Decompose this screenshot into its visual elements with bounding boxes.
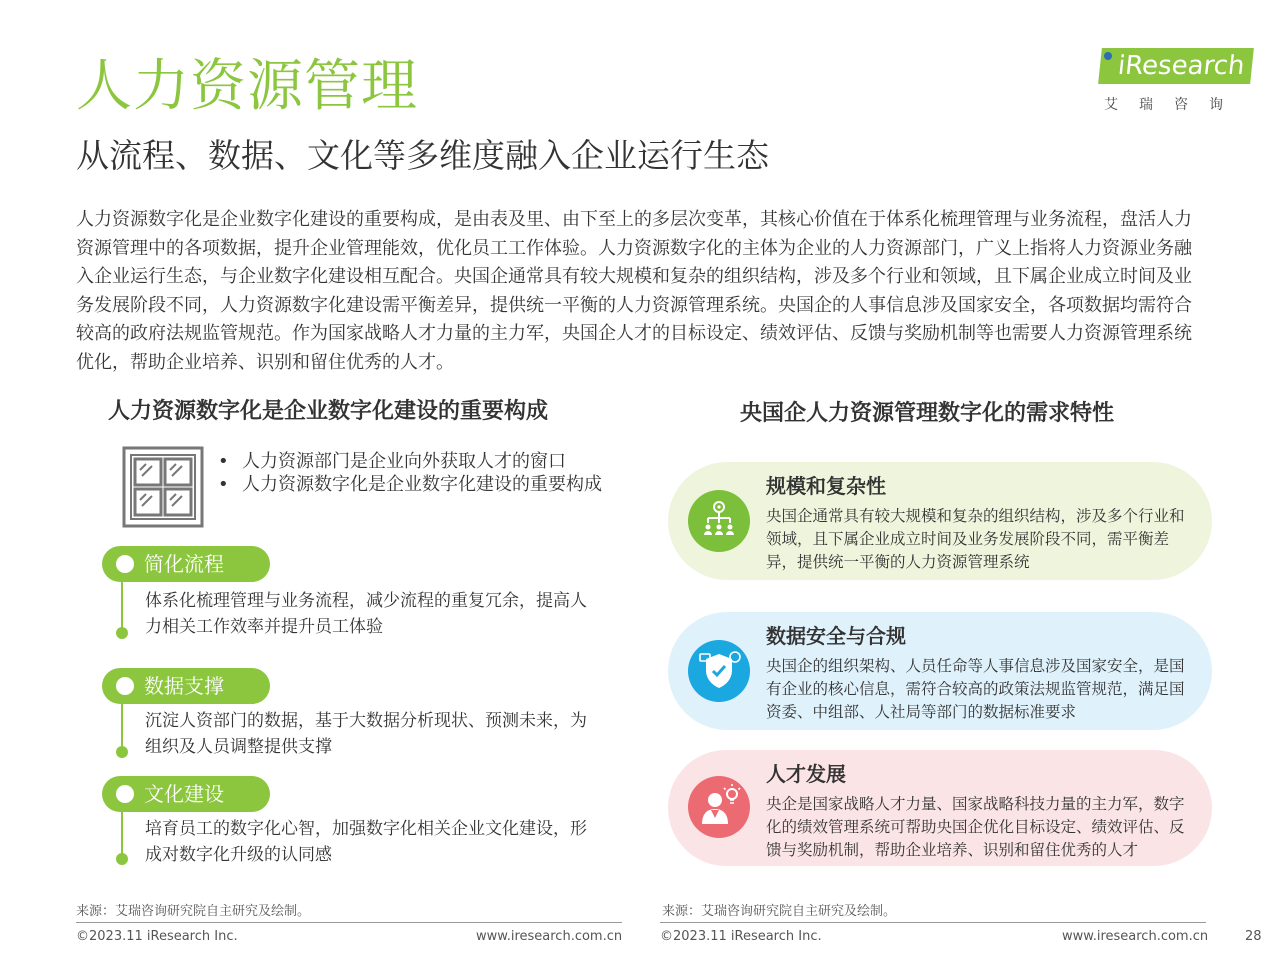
left-source-note: 来源：艾瑞咨询研究院自主研究及绘制。 [76,904,311,919]
card-text: 央国企通常具有较大规模和复杂的组织结构，涉及多个行业和领域，且下属企业成立时间及业务发展阶段不同，需平衡差异，提供统一平衡的人力资源管理系统 [766,507,1185,571]
shield-icon [688,640,750,702]
copyright: ©2023.11 iResearch Inc. [660,929,822,944]
pill-dot-icon [116,677,134,695]
pill-label: 简化流程 [144,552,224,576]
pill-data-support [102,668,270,704]
bullet-item: • 人力资源数字化是企业数字化建设的重要构成 [218,473,618,496]
connector-dot [116,627,128,639]
connector-line [121,582,123,632]
pill-dot-icon [116,555,134,573]
window-icon [122,446,204,528]
pill-label: 文化建设 [144,782,224,806]
pill-dot-icon [116,785,134,803]
footer-divider [76,922,622,923]
card-text: 央企是国家战略人才力量、国家战略科技力量的主力军，数字化的绩效管理系统可帮助央国企优化目标设定、绩效评估、反馈与奖励机制，帮助企业培养、识别和留住优秀的人才 [766,795,1185,859]
bullet-item: • 人力资源部门是企业向外获取人才的窗口 [218,450,618,473]
card-title: 规模和复杂性 [766,474,886,498]
card-title: 数据安全与合规 [766,624,906,648]
pill-label: 数据支撑 [144,674,224,698]
page-subtitle: 从流程、数据、文化等多维度融入企业运行生态 [76,136,769,175]
connector-dot [116,853,128,865]
iresearch-logo [1100,40,1250,116]
item-text: 培育员工的数字化心智，加强数字化相关企业文化建设，形成对数字化升级的认同感 [145,819,587,865]
card-scale-complexity [668,462,1212,580]
card-title: 人才发展 [766,762,846,786]
card-talent-development [668,750,1212,866]
org-chart-icon [688,490,750,552]
pill-culture-building [102,776,270,812]
logo-dot-icon [1104,52,1112,60]
item-text: 沉淀人资部门的数据，基于大数据分析现状、预测未来，为组织及人员调整提供支撑 [145,711,587,757]
left-bullet-list [218,450,618,496]
item-text: 体系化梳理管理与业务流程，减少流程的重复冗余，提高人力相关工作效率并提升员工体验 [145,591,587,637]
website-link[interactable]: www.iresearch.com.cn [476,929,623,944]
left-heading: 人力资源数字化是企业数字化建设的重要构成 [108,399,549,424]
talent-idea-icon [688,776,750,838]
card-text: 央国企的组织架构、人员任命等人事信息涉及国家安全，是国有企业的核心信息，需符合较高的政策法规监管规范，满足国资委、中组部、人社局等部门的数据标准要求 [766,657,1185,721]
logo-brand: iResearch [1098,48,1254,84]
right-source-note: 来源：艾瑞咨询研究院自主研究及绘制。 [662,904,897,919]
pill-simplify-process [102,546,270,582]
footer-divider [660,922,1206,923]
logo-cn: 艾瑞咨询 [1104,97,1244,113]
page-title: 人力资源管理 [76,54,418,119]
connector-dot [116,746,128,758]
page-number: 28 [1245,929,1262,944]
intro-paragraph: 人力资源数字化是企业数字化建设的重要构成，是由表及里、由下至上的多层次变革，其核心价值在于体系化梳理管理与业务流程，盘活人力资源管理中的各项数据，提升企业管理能效，优化员工工作体验。人力资源数字化的主体为企业的人力资源部门，广义上指将人力资源业务融入企业运行生态，与企业数字化建设相互配合。央国企通常具有较大规模和复杂的组织结构，涉及多个行业和领域，且下属企业成立时间及业务发展阶段不同，人力资源数字化建设需平衡差异，提供统一平衡的人力资源管理系统。央国企的人事信息涉及国家安全，各项数据均需符合较高的政府法规监管规范。作为国家战略人才力量的主力军，央国企人才的目标设定、绩效评估、反馈与奖励机制等也需要人力资源管理系统优化，帮助企业培养、识别和留住优秀的人才。 [76,209,1192,373]
website-link[interactable]: www.iresearch.com.cn [1062,929,1209,944]
connector-line [121,704,123,752]
right-heading: 央国企人力资源管理数字化的需求特性 [740,401,1115,426]
card-data-security [668,612,1212,730]
copyright: ©2023.11 iResearch Inc. [76,929,238,944]
